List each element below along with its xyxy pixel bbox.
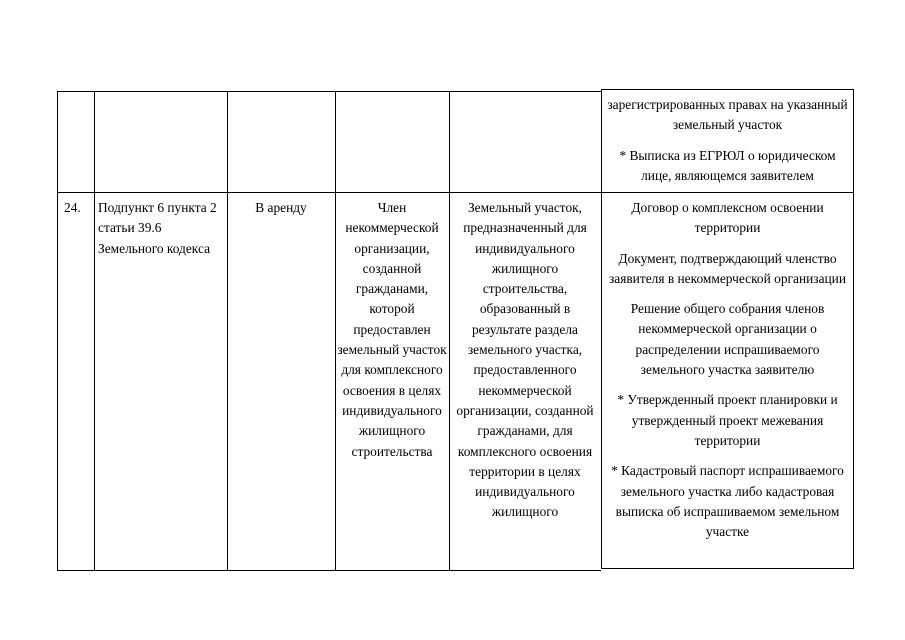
table-top-border-right <box>601 89 854 90</box>
land-plot-cell: Земельный участок, предназначенный для индивидуального жилищного строительства, образованный в результате раздела земельного участка, предоставленного некоммерческой организации, созданной гражданами, для комплексного освоения территории в целях индивидуального жилищного <box>456 200 594 520</box>
document-item: * Утвержденный проект планировки и утвержденный проект межевания территории <box>617 392 838 448</box>
documents-cell <box>604 198 851 542</box>
table-top-border <box>57 91 601 92</box>
document-item: * Кадастровый паспорт испрашиваемого земельного участка либо кадастровая выписка об испрашиваемом земельном участке <box>611 463 844 540</box>
document-item: Решение общего собрания членов некоммерческой организации о распределении испрашиваемого земельного участка заявителю <box>630 301 825 378</box>
top-row-doc-line: зарегистрированных правах на указанный земельный участок <box>607 97 848 133</box>
document-item: Документ, подтверждающий членство заявителя в некоммерческой организации <box>608 250 847 286</box>
row-divider <box>57 192 854 193</box>
col-border-2 <box>227 91 228 571</box>
col-border-5 <box>601 89 602 569</box>
col-border-6 <box>853 89 854 569</box>
top-row-documents-cell <box>604 95 851 186</box>
col-border-0 <box>57 91 58 571</box>
legal-basis-cell: Подпункт 6 пункта 2 статьи 39.6 Земельного кодекса <box>98 200 217 256</box>
document-item: Договор о комплексном освоении территории <box>631 200 824 236</box>
top-row-doc-line: * Выписка из ЕГРЮЛ о юридическом лице, являющемся заявителем <box>619 147 836 183</box>
applicant-cell: Член некоммерческой организации, созданной гражданами, которой предоставлен земельный участок для комплексного освоения в целях индивидуального жилищного строительства <box>337 200 447 459</box>
right-type-cell: В аренду <box>255 200 307 215</box>
col-border-3 <box>335 91 336 571</box>
table-bottom-border <box>57 570 601 571</box>
col-border-1 <box>94 91 95 571</box>
col-border-4 <box>449 91 450 571</box>
row-number: 24. <box>64 200 81 215</box>
table-bottom-border-right <box>601 568 854 569</box>
